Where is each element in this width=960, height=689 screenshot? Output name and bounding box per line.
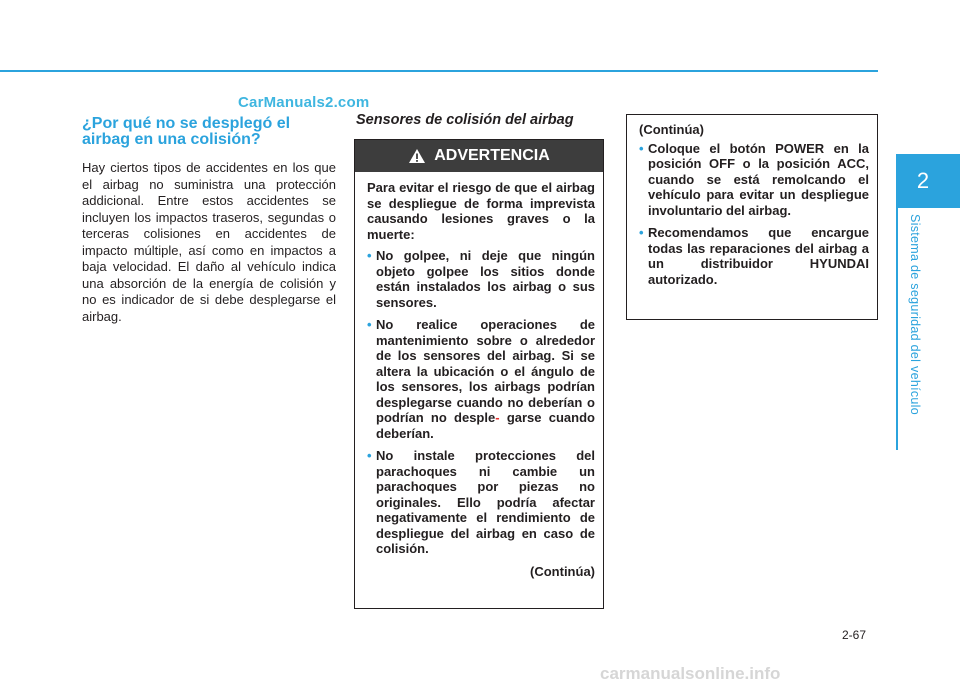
bullet-icon: • xyxy=(639,140,644,156)
list-item-text: No realice operaciones de mantenimiento sobre o alrededor de los sensores del airbag. Si se altera la ubicación o el ángulo de los sensores, los airbags podrían desplegarse cuando no deberían o podrían no desple xyxy=(376,317,595,425)
hyphen-mark: - xyxy=(495,410,500,425)
sensors-heading: Sensores de colisión del airbag xyxy=(356,112,574,128)
list-item xyxy=(367,248,595,310)
warning-triangle-icon xyxy=(408,148,426,164)
chapter-title: Sistema de seguridad del vehículo xyxy=(908,214,922,415)
list-item xyxy=(367,317,595,441)
continued-label: (Continúa) xyxy=(530,563,595,579)
column-1 xyxy=(82,116,336,325)
warning-body xyxy=(355,172,603,579)
list-item xyxy=(639,141,869,219)
list-item-text: No instale protecciones del parachoques ni cambie un parachoques por piezas no originales. Ello podría afectar negativamente el rendimiento de despliegue del airbag en caso de colisión. xyxy=(376,448,595,556)
continuation-bullets xyxy=(639,141,869,288)
section-title: ¿Por qué no se desplegó el airbag en una colisión? xyxy=(82,115,291,148)
watermark-top: CarManuals2.com xyxy=(238,94,370,111)
warning-box xyxy=(354,139,604,609)
list-item-text: Recomendamos que encargue todas las reparaciones del airbag a un distribuidor HYUNDAI autorizado. xyxy=(648,225,869,287)
chapter-tab xyxy=(896,154,960,208)
bullet-icon: • xyxy=(367,448,372,463)
warning-bar xyxy=(355,140,603,172)
continuation-box xyxy=(626,114,878,320)
bullet-icon: • xyxy=(367,248,372,263)
top-rule xyxy=(0,70,878,72)
chapter-number: 2 xyxy=(916,168,930,193)
chapter-rule xyxy=(896,208,898,450)
warning-label: ADVERTENCIA xyxy=(434,147,550,164)
bullet-icon: • xyxy=(367,317,372,332)
page-number: 2-67 xyxy=(842,628,867,642)
warning-intro: Para evitar el riesgo de que el airbag se despliegue de forma imprevista causando lesiones graves o la muerte: xyxy=(367,180,595,242)
bullet-icon: • xyxy=(639,225,644,240)
watermark-bottom: carmanualsonline.info xyxy=(600,664,781,683)
list-item xyxy=(639,225,869,287)
list-item-text-tail: garse cuando deberían. xyxy=(376,410,595,441)
warning-bullets xyxy=(367,248,595,557)
list-item-text: No golpee, ni deje que ningún objeto golpee los sitios donde están instalados los airbag o sus sensores. xyxy=(376,248,595,310)
continuation-heading: (Continúa) xyxy=(639,122,704,137)
section-body: Hay ciertos tipos de accidentes en los que el airbag no suministra una protección addicional. Entre estos accidentes se incluyen los impactos traseros, segundas o terceras colisiones en accidentes de impacto múltiple, así como en impactos a baja velocidad. El daño al vehículo indica una absorción de la energía de colisión y no es indicador de si debe desplegarse el airbag. xyxy=(82,160,336,324)
list-item xyxy=(367,448,595,557)
list-item-text: Coloque el botón POWER en la posición OFF o la posición ACC, cuando se está remolcando el vehículo para evitar un despliegue involuntario del airbag. xyxy=(648,140,869,218)
